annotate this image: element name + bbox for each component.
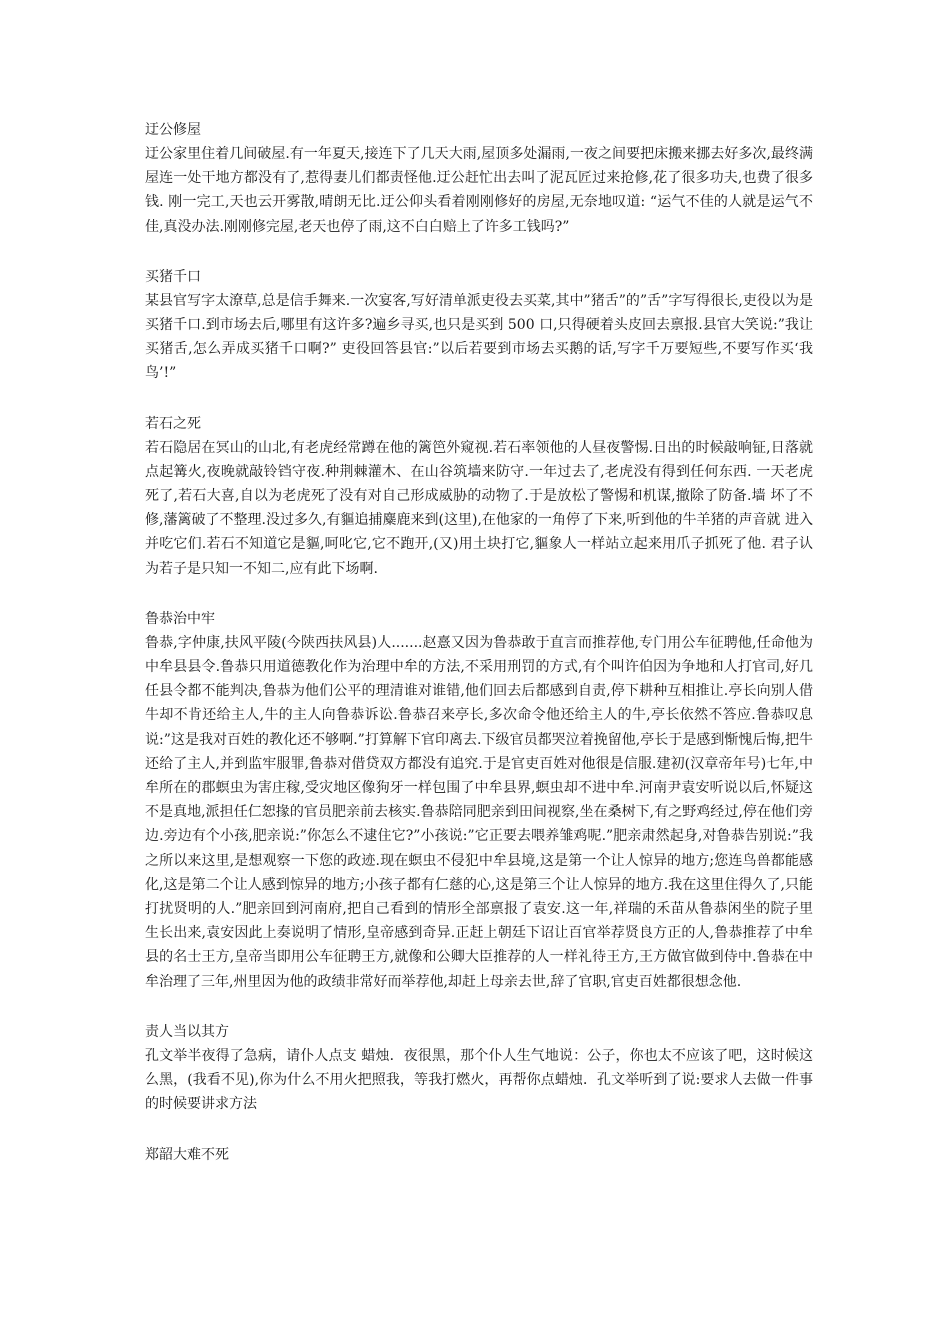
story-body: 鲁恭,字仲康,扶风平陵(今陕西扶风县)人.......赵憙又因为鲁恭敢于直言而推荐他,专门用公车征聘他,任命他为中牟县县令.鲁恭只用道德教化作为治理中牟的方法,不采用刑罚的方式,有个叫许伯因为争地和人打官司,好几任县令都不能判决,鲁恭为他们公平的理清谁对谁错,他们回去后都感到自责,停下耕种互相推让.亭长向别人借牛却不肯还给主人,牛的主人向鲁恭诉讼.鲁恭召来亭长,多次命令他还给主人的牛,亭长依然不答应.鲁恭叹息说:”这是我对百姓的教化还不够啊.”打算解下官印离去.下级官员都哭泣着挽留他,亭长于是感到惭愧后悔,把牛还给了主人,并到监牢服罪,鲁恭对借贷双方都没有追究.于是官吏百姓对他很是信服.建初(汉章帝年号)七年,中牟所在的郡螟虫为害庄稼,受灾地区像狗牙一样包围了中牟县界,螟虫却不进中牟.河南尹袁安听说以后,怀疑这不是真地,派担任仁恕掾的官员肥亲前去核实.鲁恭陪同肥亲到田间视察,坐在桑树下,有之野鸡经过,停在他们旁边.旁边有个小孩,肥亲说:”你怎么不逮住它?”小孩说:”它正要去喂养雏鸡呢.”肥亲肃然起身,对鲁恭告别说:”我之所以来这里,是想观察一下您的政迹.现在螟虫不侵犯中牟县境,这是第一个让人惊异的地方;您连鸟兽都能感化,这是第二个让人感到惊异的地方;小孩子都有仁慈的心,这是第三个让人惊异的地方.我在这里住得久了,只能打扰贤明的人.”肥亲回到河南府,把自己看到的情形全部禀报了袁安.这一年,祥瑞的禾苗从鲁恭闲坐的院子里生长出来,袁安因此上奏说明了情形,皇帝感到奇异.正赶上朝廷下诏让百官举荐贤良方正的人,鲁恭推荐了中牟县的名士王方,皇帝当即用公车征聘王方,就像和公卿大臣推荐的人一样礼待王方,王方做官做到侍中.鲁恭在中牟治理了三年,州里因为他的政绩非常好而举荐他,却赶上母亲去世,辞了官职,官吏百姓都很想念他. (145, 634, 813, 990)
story-title: 责人当以其方 (145, 1023, 229, 1040)
story-title: 迂公修屋 (145, 122, 201, 138)
story-section (145, 412, 813, 581)
story-title: 鲁恭治中牢 (145, 610, 215, 627)
story-body: 迂公家里住着几间破屋.有一年夏天,接连下了几天大雨,屋顶多处漏雨,一夜之间要把床搬来挪去好多次,最终满屋连一处干地方都没有了,惹得妻儿们都责怪他.迂公赶忙出去叫了泥瓦匠过来抢修,花了很多功夫,也费了很多钱. 刚一完工,天也云开雾散,晴朗无比.迂公仰头看着刚刚修好的房屋,无奈地叹道: “运气不佳的人就是运气不佳,真没办法.刚刚修完屋,老天也停了雨,这不白白赔上了许多工钱吗?” (145, 146, 813, 235)
story-section (145, 118, 813, 239)
story-title: 郑韶大难不死 (145, 1146, 229, 1163)
document-page (145, 118, 813, 1193)
story-body: 若石隐居在冥山的山北,有老虎经常蹲在他的篱笆外窥视.若石率领他的人昼夜警惕.日出的时候敲响钲,日落就点起篝火,夜晚就敲铃铛守夜.种荆棘灌木、在山谷筑墙来防守.一年过去了,老虎没有得到任何东西. 一天老虎死了,若石大喜,自以为老虎死了没有对自己形成威胁的动物了.于是放松了警惕和机谋,撤除了防备.墙 坏了不修,藩篱破了不整理.没过多久,有貙追捕麋鹿来到(这里),在他家的一角停了下来,听到他的牛羊猪的声音就 进入并吃它们.若石不知道它是貙,呵叱它,它不跑开,(又)用土块打它,貙象人一样站立起来用爪子抓死了他. 君子认为若子是只知一不知二,应有此下场啊. (145, 439, 813, 577)
story-title: 买猪千口 (145, 268, 201, 285)
story-body: 孔文举半夜得了急病，请仆人点支 蜡烛．夜很黑，那个仆人生气地说：公子，你也太不应该了吧，这时候这么黑，(我看不见),你为什么不用火把照我，等我打燃火，再帮你点蜡烛．孔文举听到了说:要求人去做一件事的时候要讲求方法 (145, 1047, 813, 1113)
story-section (145, 1143, 813, 1167)
story-section (145, 607, 813, 994)
story-section (145, 1020, 813, 1117)
story-body: 某县官写字太潦草,总是信手舞来.一次宴客,写好清单派吏役去买菜,其中”猪舌”的”舌”字写得很长,吏役以为是买猪千口.到市场去后,哪里有这许多?遍乡寻买,也只是买到 500 口,只得硬着头皮回去禀报.县官大笑说:”我让买猪舌,怎么弄成买猪千口啊?” 吏役回答县官:”以后若要到市场去买鹅的话,写字千万要短些,不要写作买‘我鸟’!” (145, 292, 813, 382)
story-title: 若石之死 (145, 415, 201, 432)
story-section (145, 265, 813, 386)
